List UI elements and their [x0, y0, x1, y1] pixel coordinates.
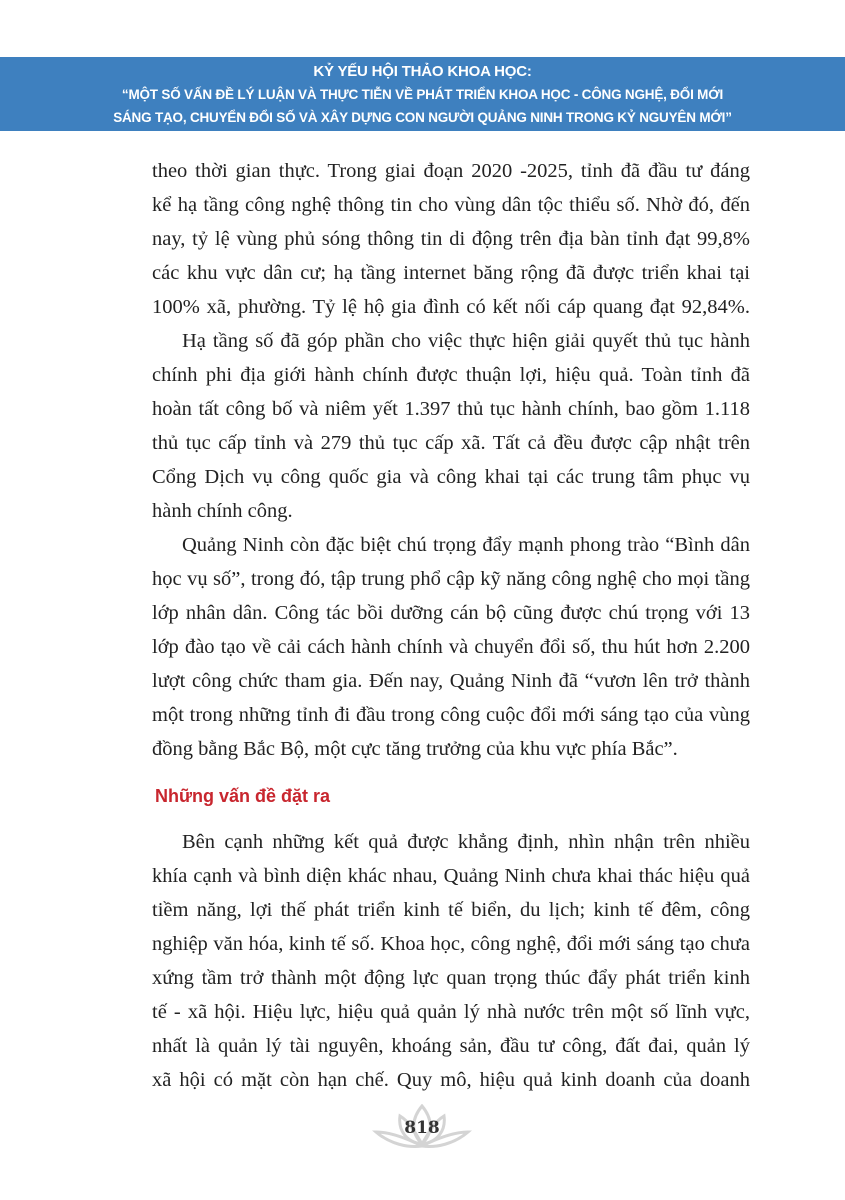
header-band: [0, 57, 845, 131]
text-line: theo thời gian thực. Trong giai đoạn 2020 -2025, tỉnh đã đầu tư đáng: [152, 160, 750, 182]
header-title: KỶ YẾU HỘI THẢO KHOA HỌC:: [313, 63, 532, 80]
body-text: [152, 154, 750, 1097]
text-line: một trong những tỉnh đi đầu trong công cuộc đổi mới sáng tạo của vùng: [152, 704, 750, 726]
text-line: lượt công chức tham gia. Đến nay, Quảng Ninh đã “vươn lên trở thành: [152, 670, 750, 692]
text-line: các khu vực dân cư; hạ tầng internet băng rộng đã được triển khai tại: [152, 262, 750, 284]
header-subtitle-2: SÁNG TẠO, CHUYỂN ĐỔI SỐ VÀ XÂY DỰNG CON NGƯỜI QUẢNG NINH TRONG KỶ NGUYÊN MỚI”: [113, 110, 732, 125]
text-line: tế - xã hội. Hiệu lực, hiệu quả quản lý nhà nước trên một số lĩnh vực,: [152, 1001, 750, 1023]
header-subtitle-1: “MỘT SỐ VẤN ĐỀ LÝ LUẬN VÀ THỰC TIỄN VỀ PHÁT TRIỂN KHOA HỌC - CÔNG NGHỆ, ĐỔI MỚI: [121, 87, 724, 102]
page-footer: [372, 1104, 472, 1150]
text-line: lớp đào tạo về cải cách hành chính và chuyển đổi số, thu hút hơn 2.200: [152, 636, 750, 658]
text-line: Hạ tầng số đã góp phần cho việc thực hiện giải quyết thủ tục hành: [182, 330, 750, 352]
text-line: nghiệp văn hóa, kinh tế số. Khoa học, công nghệ, đổi mới sáng tạo chưa: [152, 933, 750, 955]
text-line: kể hạ tầng công nghệ thông tin cho vùng dân tộc thiểu số. Nhờ đó, đến: [152, 194, 750, 216]
page-number: 818: [404, 1118, 440, 1138]
text-line: khía cạnh và bình diện khác nhau, Quảng Ninh chưa khai thác hiệu quả: [152, 865, 750, 887]
text-line: Quảng Ninh còn đặc biệt chú trọng đẩy mạnh phong trào “Bình dân: [182, 534, 750, 556]
text-line: thủ tục cấp tỉnh và 279 thủ tục cấp xã. Tất cả đều được cập nhật trên: [152, 432, 750, 454]
text-line: Bên cạnh những kết quả được khẳng định, nhìn nhận trên nhiều: [182, 831, 750, 853]
section-heading: Những vấn đề đặt ra: [155, 786, 331, 806]
text-line: xứng tầm trở thành một động lực quan trọng thúc đẩy phát triển kinh: [152, 967, 750, 989]
text-line: hoàn tất công bố và niêm yết 1.397 thủ tục hành chính, bao gồm 1.118: [152, 398, 750, 420]
text-line: Cổng Dịch vụ công quốc gia và công khai tại các trung tâm phục vụ: [152, 466, 750, 488]
text-line: hành chính công.: [152, 500, 293, 522]
text-line: nhất là quản lý tài nguyên, khoáng sản, đầu tư công, đất đai, quản lý: [152, 1035, 750, 1057]
text-line: lớp nhân dân. Công tác bồi dưỡng cán bộ cũng được chú trọng với 13: [152, 602, 750, 624]
text-line: chính phi địa giới hành chính được thuận lợi, hiệu quả. Toàn tỉnh đã: [152, 364, 750, 386]
text-line: xã hội có mặt còn hạn chế. Quy mô, hiệu quả kinh doanh của doanh: [152, 1069, 750, 1091]
text-line: học vụ số”, trong đó, tập trung phổ cập kỹ năng công nghệ cho mọi tầng: [152, 568, 750, 590]
text-line: tiềm năng, lợi thế phát triển kinh tế biển, du lịch; kinh tế đêm, công: [152, 899, 750, 921]
text-line: đồng bằng Bắc Bộ, một cực tăng trưởng của khu vực phía Bắc”.: [152, 738, 678, 760]
text-line: nay, tỷ lệ vùng phủ sóng thông tin di động trên địa bàn tỉnh đạt 99,8%: [152, 228, 750, 250]
text-line: 100% xã, phường. Tỷ lệ hộ gia đình có kết nối cáp quang đạt 92,84%.: [152, 296, 750, 318]
